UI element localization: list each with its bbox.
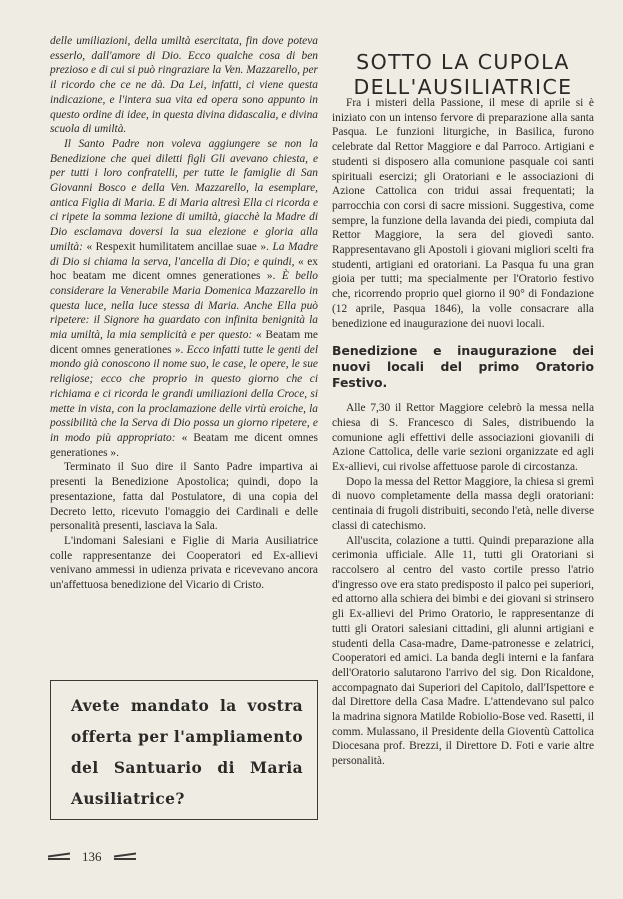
ornament-right-icon [114, 852, 136, 862]
right-column [332, 96, 594, 769]
left-p2-g: Ecco infatti tutte le genti del mondo già conoscono il nome suo, le case, le opere, le sue religiose; ecco che proprio in questo giorno che ci richiama e ci ricorda le grandi umiliazioni della Croce, si mette in vista, con la proclamazione delle virtù eroiche, la possibilità che la Serva di Dio possa un giorno ripetere, e in modo più appropriato: [50, 343, 318, 444]
page-footer [48, 846, 188, 868]
right-paragraph-2: Alle 7,30 il Rettor Maggiore celebrò la messa nella chiesa di S. Francesco di Sales, distribuendo la comunione agli effettivi delle associazioni giovanili di Azione Cattolica, delle varie sezioni organizzate ed agli Ex-allievi, cui rivolse affettuose parole di circostanza. [332, 402, 594, 474]
left-p2-a: Il Santo Padre non voleva aggiungere se non la Benedizione che quei diletti figli Gli avevano chiesta, e per tutti i loro confratelli, per tutte le famiglie di San Giovanni Bosco e della Ven. Mazzarello, la esemplare, antica Figlia di Maria. E di Maria altresì Ella ci ricorda e ci ripete la somma lezione di umiltà, giacchè la Madre di Dio esclamava doversi la sua elezione e gloria alla umiltà: [50, 137, 318, 253]
right-paragraph-4: All'uscita, colazione a tutti. Quindi preparazione alla cerimonia ufficiale. Alle 11, tutti gli Oratoriani si raccolsero al centro del vasto cortile presso l'atrio d'ingresso ove era stato predisposto il palco pei superiori, ed attorno alla schiera dei bimbi e dei giovani si strinsero gli Ex-allievi del Primo Oratorio, le rappresentanze di tutti gli Oratori salesiani cittadini, gli alunni artigiani e studenti della Casa-madre, Dame-patronesse e zelatrici, Cooperatori ed amici. La banda degli interni e la fanfara dell'Oratorio salutarono l'arrivo del sig. Don Ricaldone, accompagnato dai Superiori del Capitolo, dall'Ispettore e dal Direttore della Casa Madre. L'attendevano sul palco la madrina signora Matilde Robiolio-Bose ved. Rasetti, il comm. Mulassano, il Presidente della Gioventù Cattolica Diocesana prof. Brezzi, il Direttore D. Foti e varie altre personalità. [332, 534, 594, 768]
left-p2-quote-1: « Respexit humilitatem ancillae suae ». [82, 240, 273, 253]
left-paragraph-4: L'indomani Salesiani e Figlie di Maria Ausiliatrice colle rappresentanze dei Cooperatori ed Ex-allievi venivano ammessi in udienza privata e ricevevano ancora un'affettuosa benedizione del Vicario di Cristo. [50, 534, 318, 592]
left-p2-quote-2: « ex hoc beatam me dicent omnes generationes ». [50, 255, 318, 283]
right-paragraph-3: Dopo la messa del Rettor Maggiore, la chiesa si gremì di nuovo completamente della massa degli oratoriani: centinaia di frugoli distribuiti, secondo l'età, nelle diverse classi di catechismo. [332, 475, 594, 532]
left-p2-quote-3: « Beatam me dicent omnes generationes ». [50, 329, 318, 356]
left-paragraph-3: Terminato il Suo dire il Santo Padre impartiva ai presenti la Benedizione Apostolica; quindi, dopo la presentazione, fatta dal Postulatore, di una copia del Decreto letto, ricevuto l'omaggio dei Cardinali e delle personalità presenti, lasciava la Sala. [50, 461, 318, 533]
left-paragraph-1: delle umiliazioni, della umiltà esercitata, fin dove poteva esserlo, dall'amore di Dio. Ecco qualche cosa di ben prezioso e di cui si può ringraziare la Ven. Mazzarello, per il ricordo che ce ne dà. Da Lei, infatti, ci viene questa indicazione, e l'intera sua vita ed opera sono appunto in questo ordine di idee, in questa divina didascalia, e divina scuola di umiltà. [50, 35, 318, 136]
donation-notice-box [50, 680, 318, 820]
left-p2-quote-4: « Beatam me dicent omnes generationes ». [50, 431, 318, 459]
right-paragraph-1: Fra i misteri della Passione, il mese di aprile si è iniziato con un intenso fervore di preparazione alla santa Pasqua. Le funzioni liturgiche, in Basilica, furono celebrate dal Rettor Maggiore e dal Parroco. Artigiani e studenti si disposero alla comunione pasquale coi santi spirituali esercizi; gli Oratoriani e le associazioni di Azione Cattolica con tridui assai frequentati; la parrocchia con corsi di sacre missioni. Suggestiva, come sempre, la funzione della lavanda dei piedi, compiuta dal Rettor Maggiore, la sera del giovedì santo. Rappresentavano gli Apostoli i giovani migliori scelti fra studenti, artigiani ed oratoriani. La Pasqua fu una gran gioia per tutti; ma specialmente per l'Oratorio festivo che, ricorrendo proprio quel giorno il 90° di Fondazione (12 aprile, Pasqua 1846), la volle consacrare alla benedizione ed inaugurazione dei nuovi locali. [332, 97, 594, 330]
ornament-left-icon [48, 852, 70, 862]
left-p2-e: È bello considerare la Venerabile Maria Domenica Mazzarello in questa luce, nella luce stessa di Maria. Anche Ella può ripetere: il Signore ha guardato con infinita benignità la mia umiltà, la mia semplicità e per questo: [50, 270, 318, 342]
page-title: SOTTO LA CUPOLA DELL'AUSILIATRICE [353, 49, 573, 99]
left-paragraph-2 [50, 137, 318, 460]
section-subheading: Benedizione e inaugurazione dei nuovi locali del primo Oratorio Festivo. [332, 343, 594, 391]
left-p2-c: La Madre di Dio si chiama la serva, l'ancella di Dio; e quindi, [50, 240, 318, 268]
left-column [50, 34, 318, 593]
page-number: 136 [82, 849, 102, 864]
donation-notice-text: Avete mandato la vostra offerta per l'ampliamento del Santuario di Maria Ausiliatrice? [71, 697, 303, 808]
